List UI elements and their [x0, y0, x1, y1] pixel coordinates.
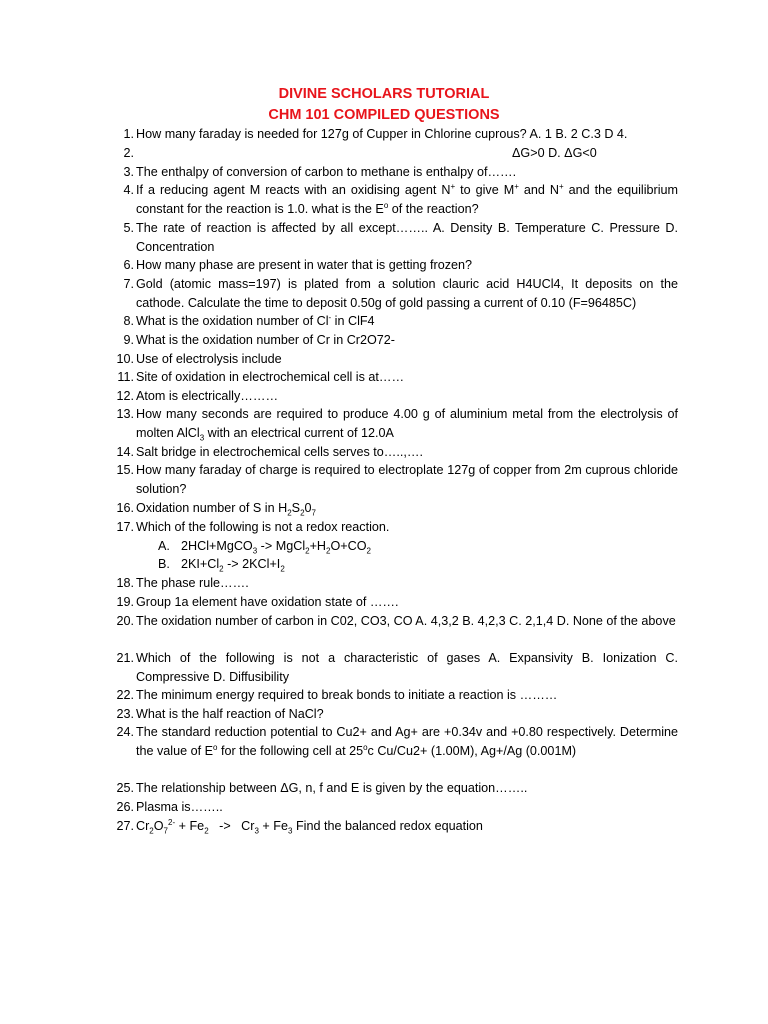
question-text: Salt bridge in electrochemical cells serves to…..,…. — [136, 445, 423, 459]
question-number: 13. — [116, 407, 134, 421]
question-number: 20. — [116, 614, 134, 628]
question-number: 15. — [116, 463, 134, 477]
question-text: The relationship between ΔG, n, f and E is given by the equation…….. — [136, 781, 528, 795]
option-label: A. — [158, 539, 170, 553]
question-text: The standard reduction potential to Cu2+ and Ag+ are +0.34v and +0.80 respectively. Determine the value of $E^o$ for the following cell at 25$^o$c Cu/Cu2+ (1.00M), Ag+/Ag (0.001M) — [136, 725, 678, 758]
question-text: What is the oxidation number of Cr in Cr2O72- — [136, 333, 395, 347]
question-number: 9. — [123, 333, 134, 347]
option-text: 2HCl+MgCO$_3$ -> $MgCl_2+H_2O+CO_2$ — [181, 539, 371, 556]
question-number: 4. — [123, 183, 134, 197]
question-number: 25. — [116, 781, 134, 795]
question-text: The minimum energy required to break bonds to initiate a reaction is ……… — [136, 688, 558, 702]
question-text: The oxidation number of carbon in C02, CO3, CO A. 4,3,2 B. 4,2,3 C. 2,1,4 D. None of the above — [136, 614, 676, 628]
question-number: 8. — [123, 314, 134, 328]
question-text: Which of the following is not a characteristic of gases A. Expansivity B. Ionization C. Compressive D. Diffusibility — [136, 651, 678, 684]
question-text: Oxidation number of S in $H_2S_20_7$ — [136, 501, 316, 518]
option-label: B. — [158, 557, 170, 571]
document-title: DIVINE SCHOLARS TUTORIAL — [278, 86, 490, 102]
question-number: 12. — [116, 389, 134, 403]
question-text: ΔG>0 D. ΔG<0 — [512, 146, 597, 160]
question-text: Gold (atomic mass=197) is plated from a solution clauric acid H4UCl4, It deposits on the cathode. Calculate the time to deposit 0.50g of gold passing a current of 0.10 (F=96485C) — [136, 277, 678, 310]
option-text: $2KI+Cl_2 -> 2KCl+I_2$ — [181, 557, 285, 574]
question-text: How many faraday is needed for 127g of Cupper in Chlorine cuprous? A. 1 B. 2 C.3 D 4. — [136, 127, 628, 141]
question-text: How many seconds are required to produce 4.00 g of aluminium metal from the electrolysis of molten AlCl$_3$ with an electrical current of 12.0A — [136, 407, 678, 443]
question-text: How many phase are present in water that is getting frozen? — [136, 258, 473, 272]
question-text: Which of the following is not a redox reaction. — [136, 520, 390, 534]
question-number: 11. — [117, 370, 134, 384]
question-number: 2. — [123, 146, 134, 160]
question-number: 1. — [123, 127, 134, 141]
question-number: 23. — [116, 707, 134, 721]
question-text: Plasma is…….. — [136, 800, 223, 814]
question-text: $Cr_2O_7^{2-} + Fe_2 -> Cr_3 + Fe_3$ Find the balanced redox equation — [136, 817, 483, 836]
question-number: 24. — [116, 725, 134, 739]
question-number: 21. — [116, 651, 134, 665]
document-subtitle: CHM 101 COMPILED QUESTIONS — [268, 107, 500, 123]
question-number: 17. — [116, 520, 134, 534]
question-text: The enthalpy of conversion of carbon to methane is enthalpy of……. — [136, 165, 517, 179]
question-number: 7. — [123, 277, 134, 291]
question-number: 18. — [116, 576, 134, 590]
question-text: Site of oxidation in electrochemical cell is at…… — [136, 370, 405, 384]
question-number: 19. — [116, 595, 134, 609]
question-text: What is the oxidation number of Cl- in ClF4 — [136, 312, 375, 328]
question-text: Group 1a element have oxidation state of ……. — [136, 595, 399, 609]
question-number: 16. — [116, 501, 134, 515]
question-number: 22. — [116, 688, 134, 702]
question-text: What is the half reaction of NaCl? — [136, 707, 324, 721]
question-number: 26. — [116, 800, 134, 814]
question-number: 27. — [116, 819, 134, 833]
question-number: 10. — [116, 352, 134, 366]
question-text: The rate of reaction is affected by all except…….. A. Density B. Temperature C. Pressure D. Concentration — [136, 221, 678, 254]
question-number: 3. — [123, 165, 134, 179]
question-text: Use of electrolysis include — [136, 352, 282, 366]
question-text: The phase rule……. — [136, 576, 249, 590]
question-number: 5. — [123, 221, 134, 235]
question-number: 6. — [123, 258, 134, 272]
question-text: How many faraday of charge is required to electroplate 127g of copper from 2m cuprous chloride solution? — [136, 463, 678, 496]
question-number: 14. — [116, 445, 134, 459]
question-text: If a reducing agent M reacts with an oxidising agent N+ to give M+ and N+ and the equilibrium constant for the reaction is 1.0. what is the $E^o$ of the reaction? — [136, 181, 679, 216]
question-text: Atom is electrically……… — [136, 389, 279, 403]
